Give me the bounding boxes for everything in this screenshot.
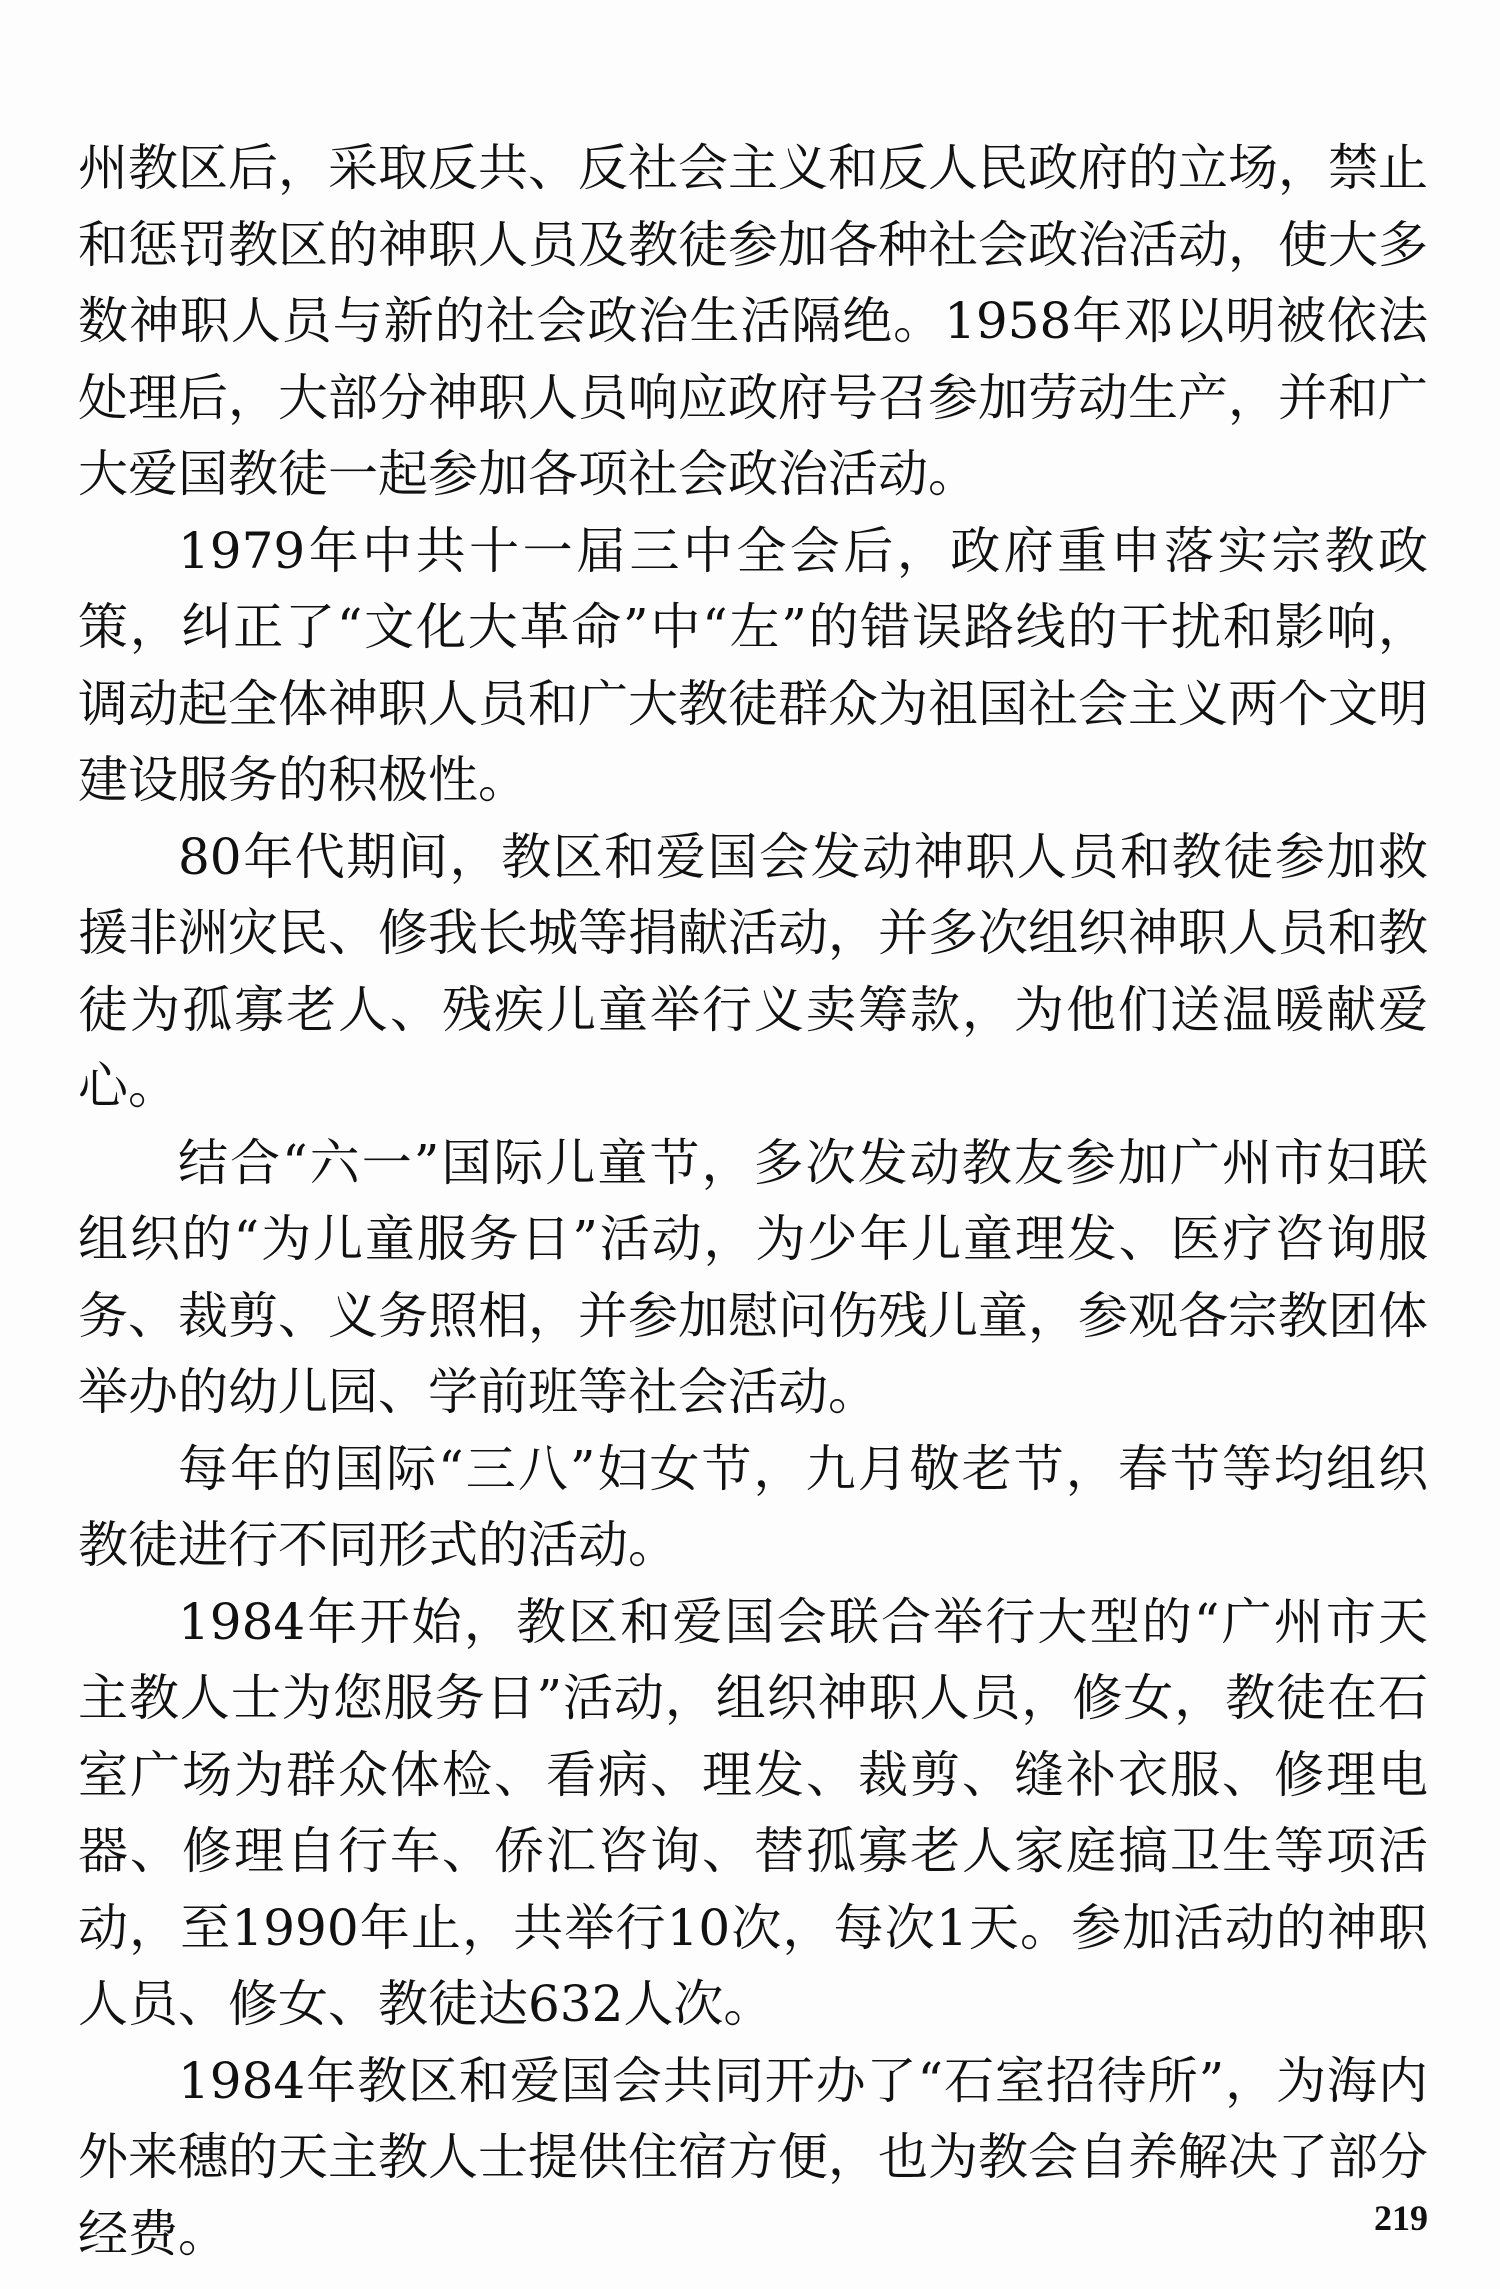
paragraph-80s: 80年代期间，教区和爱国会发动神职人员和教徒参加救援非洲灾民、修我长城等捐献活动，并多次组织神职人员和教徒为孤寡老人、残疾儿童举行义卖筹款，为他们送温暖献爱心。 [78, 827, 1428, 1115]
paragraph-1979: 1979年中共十一届三中全会后，政府重申落实宗教政策，纠正了“文化大革命”中“左”的错误路线的干扰和影响，调动起全体神职人员和广大教徒群众为祖国社会主义两个文明建设服务的积极性。 [78, 521, 1428, 809]
paragraph-womens-day: 每年的国际“三八”妇女节，九月敬老节，春节等均组织教徒进行不同形式的活动。 [78, 1439, 1428, 1574]
paragraph-1984-service-day: 1984年开始，教区和爱国会联合举行大型的“广州市天主教人士为您服务日”活动，组织神职人员，修女，教徒在石室广场为群众体检、看病、理发、裁剪、缝补衣服、修理电器、修理自行车、侨汇咨询、替孤寡老人家庭搞卫生等项活动，至1990年止，共举行10次，每次1天。参加活动的神职人员、修女、教徒达632人次。 [78, 1592, 1428, 2033]
page-number: 219 [1374, 2198, 1428, 2238]
paragraph-continued: 州教区后，采取反共、反社会主义和反人民政府的立场，禁止和惩罚教区的神职人员及教徒参加各种社会政治活动，使大多数神职人员与新的社会政治生活隔绝。1958年邓以明被依法处理后，大部分神职人员响应政府号召参加劳动生产，并和广大爱国教徒一起参加各项社会政治活动。 [78, 139, 1428, 503]
body-text [78, 130, 1428, 2272]
paragraph-childrens-day: 结合“六一”国际儿童节，多次发动教友参加广州市妇联组织的“为儿童服务日”活动，为少年儿童理发、医疗咨询服务、裁剪、义务照相，并参加慰问伤残儿童，参观各宗教团体举办的幼儿园、学前班等社会活动。 [78, 1133, 1428, 1421]
paragraph-1984-guesthouse: 1984年教区和爱国会共同开办了“石室招待所”，为海内外来穗的天主教人士提供住宿方便，也为教会自养解决了部分经费。 [78, 2051, 1428, 2263]
